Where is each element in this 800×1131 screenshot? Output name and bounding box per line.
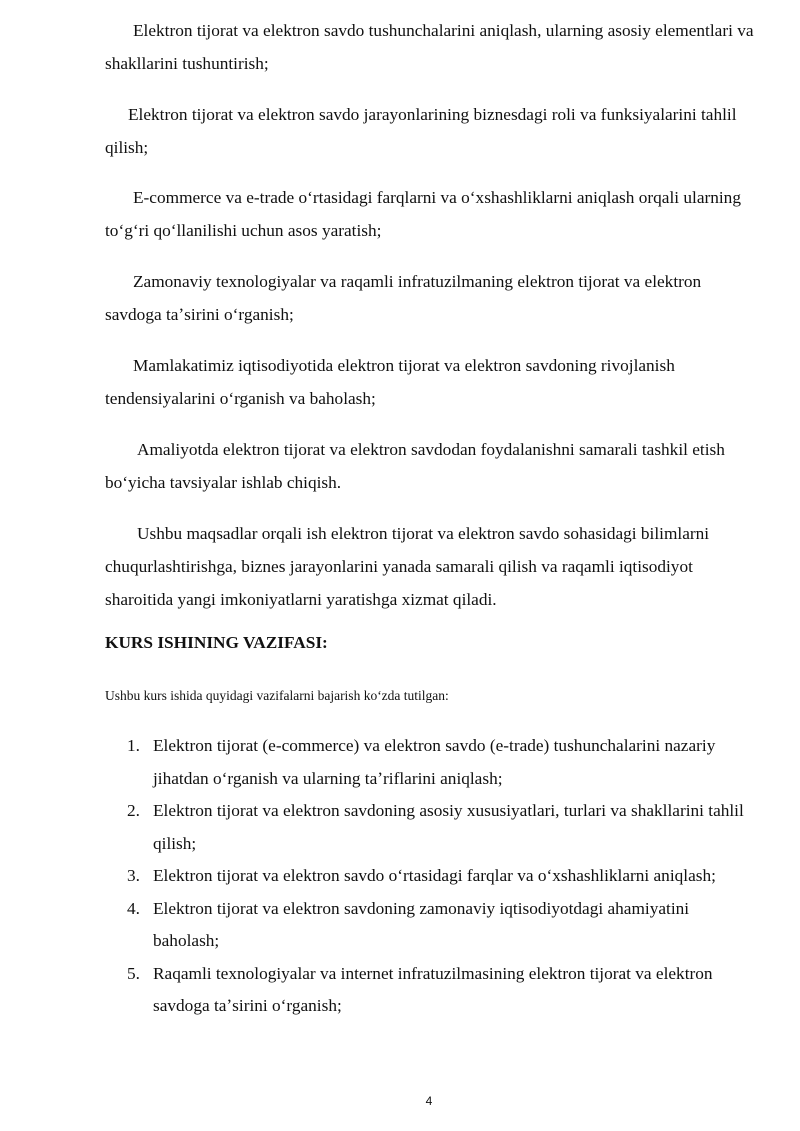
task-number: 2. [127,801,140,820]
task-number: 1. [127,736,140,755]
task-text: Elektron tijorat va elektron savdo oʻrtasidagi farqlar va oʻxshashliklarni aniqlash; [153,866,716,885]
task-number: 3. [127,866,140,885]
task-text: Elektron tijorat va elektron savdoning asosiy xususiyatlari, turlari va shakllarini tahlil qilish; [153,801,744,853]
task-number: 5. [127,963,140,983]
summary-paragraph: Ushbu maqsadlar orqali ish elektron tijorat va elektron savdo sohasidagi bilimlarni chuqurlashtirishga, biznes jarayonlarini yanada samarali qilish va raqamli iqtisodiyot sharoitida yangi imkoniyatlarni yaratishga xizmat qiladi. [105,524,710,609]
goal-paragraph-4: Zamonaviy texnologiyalar va raqamli infratuzilmaning elektron tijorat va elektron savdoga taʼsirini oʻrganish; [105,272,702,324]
task-text: Elektron tijorat va elektron savdoning zamonaviy iqtisodiyotdagi ahamiyatini baholash; [153,898,690,950]
goal-paragraph-5: Mamlakatimiz iqtisodiyotida elektron tijorat va elektron savdoning rivojlanish tendensiyalarini oʻrganish va baholash; [105,356,675,408]
goal-paragraph-1: Elektron tijorat va elektron savdo tushunchalarini aniqlash, ularning asosiy elementlari va shakllarini tushuntirish; [105,21,754,73]
task-text: Elektron tijorat (e-commerce) va elektron savdo (e-trade) tushunchalarini nazariy jihatdan oʻrganish va ularning taʼriflarini aniqlash; [153,736,716,788]
goal-paragraph-3: E-commerce va e-trade oʻrtasidagi farqlarni va oʻxshashliklarni aniqlash orqali ularning toʻgʻri qoʻllanilishi uchun asos yaratish; [105,188,741,240]
task-item [105,860,745,893]
task-number: 4. [127,898,140,918]
page-number: 4 [425,1094,433,1108]
task-item [105,958,745,1023]
task-text: Raqamli texnologiyalar va internet infratuzilmasining elektron tijorat va elektron savdoga taʼsirini oʻrganish; [153,963,713,1015]
task-item [105,730,745,795]
goal-paragraph-6: Amaliyotda elektron tijorat va elektron savdodan foydalanishni samarali tashkil etish boʻyicha tavsiyalar ishlab chiqish. [105,440,725,492]
task-list [105,730,745,1023]
task-item [105,893,745,958]
goal-paragraph-2: Elektron tijorat va elektron savdo jarayonlarining biznesdagi roli va funksiyalarini tahlil qilish; [105,105,737,157]
section-heading: KURS ISHINING VAZIFASI: [105,633,328,652]
section-intro: Ushbu kurs ishida quyidagi vazifalarni bajarish koʻzda tutilgan: [105,688,449,703]
task-item [105,795,745,860]
